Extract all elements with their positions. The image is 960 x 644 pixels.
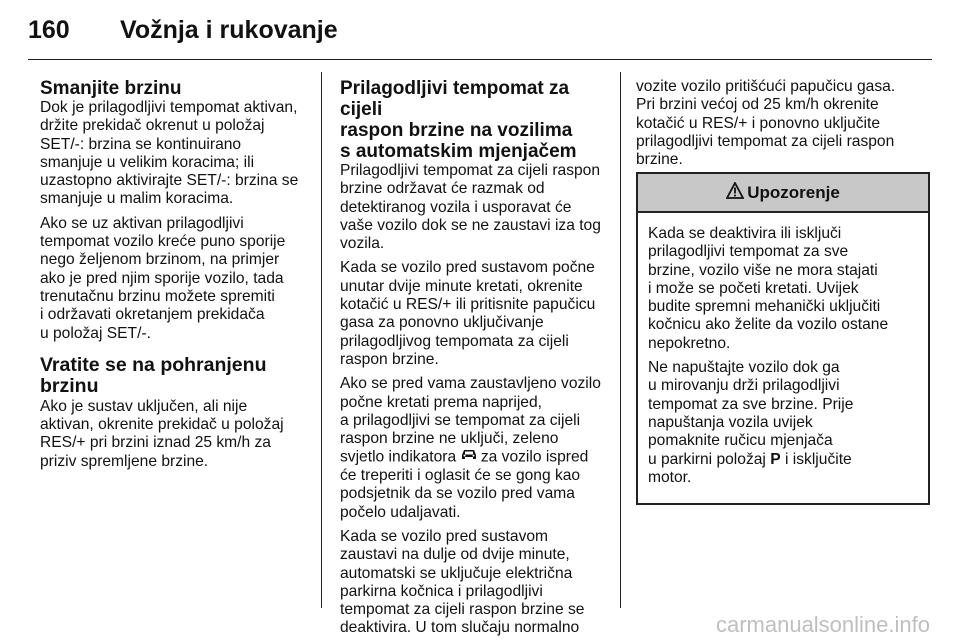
text-line: vozite vozilo pritišćući papučicu gasa. — [636, 78, 896, 95]
text-line: trenutačnu brzinu možete spremiti — [40, 287, 275, 305]
text-line: automatski se uključuje električna — [340, 564, 573, 582]
text-line: budite spremni mehanički uključiti — [648, 298, 881, 316]
text-line: smanjuje u malim koracima. — [40, 190, 234, 208]
text-line: nego željenom brzinom, na primjer — [40, 251, 280, 269]
text-line: Kada se vozilo pred sustavom počne — [340, 259, 595, 277]
paragraph — [40, 398, 305, 471]
text-line: napuštanja vozila uvijek — [648, 413, 813, 431]
text-line: Kada se deaktivira ili isključi — [648, 225, 842, 242]
heading-acc-full-range — [340, 78, 605, 162]
warning-triangle-icon — [726, 182, 744, 204]
text-line: RES/+ pri brzini iznad 25 km/h za — [40, 434, 271, 452]
text-line: Ako je sustav uključen, ali nije — [40, 397, 248, 415]
column-2 — [340, 78, 605, 644]
paragraph — [40, 215, 305, 343]
text-line: aktivan, okrenite prekidač u položaj — [40, 416, 284, 434]
header-rule — [28, 59, 932, 60]
text-line: kotačić u RES/+ i ponovno uključite — [636, 114, 881, 132]
paragraph — [648, 359, 918, 487]
heading-reduce-speed: Smanjite brzinu — [40, 78, 182, 99]
column-3 — [636, 78, 908, 175]
text-line: kotačić u RES/+ ili pritisnite papučicu — [340, 296, 596, 314]
warning-header — [638, 174, 928, 213]
text-line: i može se početi kretati. Uvijek — [648, 279, 859, 297]
page-title: Vožnja i rukovanje — [120, 16, 338, 44]
warning-body — [638, 213, 928, 503]
text-line: Prilagodljivi tempomat za cijeli — [340, 78, 570, 120]
text-line: Prilagodljivi tempomat za cijeli raspon — [340, 162, 601, 179]
text-line: u mirovanju drži prilagodljivi — [648, 377, 840, 395]
paragraph — [40, 99, 305, 209]
text-line: vaše vozilo dok se ne zaustavi iza tog — [340, 216, 601, 234]
column-1 — [40, 78, 305, 477]
text-line: nepokretno. — [648, 334, 731, 352]
text-line: detektiranog vozila i usporavat će — [340, 198, 572, 216]
text-line: prilagodljivog tempomata za cijeli — [340, 332, 569, 350]
text-line: raspon brzine ne uključi, zeleno — [340, 430, 559, 448]
paragraph-lines — [340, 467, 580, 521]
text: u parkirni položaj — [648, 450, 766, 468]
text-line: gasa za ponovno uključivanje — [340, 314, 544, 332]
heading-resume-speed: Vratite se na pohranjenu brzinu — [40, 353, 267, 398]
text-line: brzine, vozilo više ne mora stajati — [648, 261, 878, 279]
text-line: vozila. — [340, 235, 385, 253]
text-line: unutar dvije minute kretati, okrenite — [340, 277, 583, 295]
text-line: pomaknite ručicu mjenjača — [648, 432, 833, 450]
text-line: Pri brzini većoj od 25 km/h okrenite — [636, 96, 879, 114]
text-line: smanjuje u velikim koracima; ili — [40, 153, 255, 171]
text-line: a prilagodljivi se tempomat za cijeli — [340, 411, 581, 429]
paragraph-lines — [648, 359, 853, 449]
text-line: deaktivira. U tom slučaju normalno — [340, 619, 580, 637]
text-line: će treperiti i oglasit će se gong kao — [340, 467, 581, 485]
text-line: prilagodljivi tempomat za cijeli raspon — [636, 132, 895, 150]
text-line: Ako se pred vama zaustavljeno vozilo — [340, 375, 601, 393]
text-line: podsjetnik da se vozilo pred vama — [340, 485, 575, 503]
page-number: 160 — [28, 16, 70, 44]
paragraph — [636, 78, 908, 169]
text-line: brzine održavat će razmak od — [340, 180, 545, 198]
text-line: počelo udaljavati. — [340, 503, 461, 521]
text-line: ako je pred njim sporije vozilo, tada — [40, 269, 284, 287]
paragraph-lines — [340, 375, 601, 447]
text: i isključite — [784, 450, 852, 468]
text-line: kočnicu ako želite da vozilo ostane — [648, 316, 889, 334]
paragraph — [340, 375, 605, 522]
text: za vozilo ispred — [480, 448, 589, 466]
text-line: tempomat za cijeli raspon brzine se — [340, 601, 585, 619]
text-line: priziv spremljene brzine. — [40, 452, 209, 470]
text-line: Ne napuštajte vozilo dok ga — [648, 359, 840, 377]
warning-box — [636, 172, 930, 505]
text: svjetlo indikatora — [340, 448, 457, 466]
text-line: zaustavi na dulje od dvije minute, — [340, 546, 570, 564]
text-line: uzastopno aktivirajte SET/-: brzina se — [40, 172, 299, 190]
text-line: s automatskim mjenjačem — [340, 141, 577, 162]
text-line: Ako se uz aktivan prilagodljivi — [40, 214, 244, 232]
text-line: Dok je prilagodljivi tempomat aktivan, — [40, 99, 298, 116]
text-line: tempomat za sve brzine. Prije — [648, 395, 854, 413]
paragraph — [648, 225, 918, 353]
text: motor. — [648, 468, 692, 486]
text-line: i održavati okretanjem prekidača — [40, 306, 265, 324]
column-divider — [620, 72, 621, 608]
column-divider — [321, 72, 322, 608]
warning-title: Upozorenje — [747, 182, 840, 202]
car-indicator-icon — [461, 448, 477, 466]
text-line: brzine. — [636, 151, 683, 169]
text-line: raspon brzine na vozilima — [340, 120, 573, 141]
text-line: počne kretati prema naprijed, — [340, 393, 542, 411]
text-line: raspon brzine. — [340, 350, 439, 368]
text-line: tempomat vozilo kreće puno sporije — [40, 233, 286, 251]
text-line: prilagodljivi tempomat za sve — [648, 243, 849, 261]
text-line: držite prekidač okrenut u položaj — [40, 117, 265, 135]
text-line: Kada se vozilo pred sustavom — [340, 527, 549, 545]
text-line: parkirna kočnica i prilagodljivi — [340, 582, 543, 600]
paragraph — [340, 162, 605, 253]
gear-position-p: P — [770, 450, 781, 468]
paragraph — [340, 259, 605, 369]
paragraph — [340, 528, 605, 638]
watermark: carmanualsonline.info — [715, 612, 930, 637]
text-line: u položaj SET/-. — [40, 324, 151, 342]
text-line: SET/-: brzina se kontinuirano — [40, 135, 242, 153]
